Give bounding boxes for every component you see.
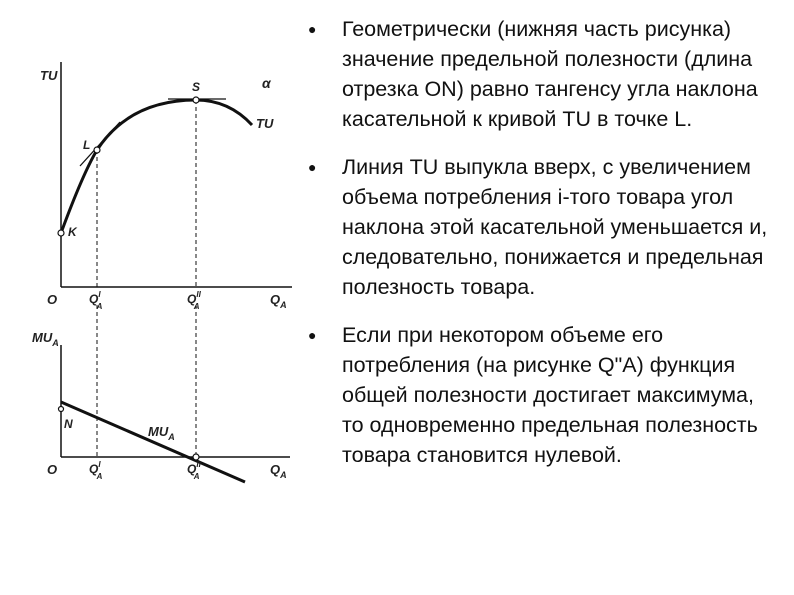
bottom-tick-q2-sub: A (193, 472, 200, 481)
bullet-list (308, 14, 778, 488)
top-x-axis-q: Q (270, 292, 281, 307)
point-n-marker (59, 407, 64, 412)
bullet-item (308, 14, 778, 134)
top-y-axis-label: TU (40, 68, 58, 83)
tu-curve (61, 100, 252, 233)
top-tick-q1-letter: Q (89, 292, 99, 306)
bottom-tick-q2-sup: II (196, 460, 201, 469)
bottom-x-axis-q: Q (270, 462, 281, 477)
top-graph (40, 62, 292, 311)
point-s-marker (193, 97, 199, 103)
point-k-label: K (68, 225, 77, 239)
alpha-label: α (262, 75, 271, 91)
bullet-dot-icon: ● (308, 21, 317, 37)
bottom-tick-q1-sup: I (98, 460, 101, 469)
point-s-label: S (192, 80, 201, 94)
top-origin-label: O (47, 292, 58, 307)
bullet-text: Линия TU выпукла вверх, с увеличением объема потребления i-того товара угол наклона этой касательной уменьшается и, следовательно, понижается и предельная полезность товара. (342, 155, 768, 299)
bottom-y-axis-mu: MU (32, 330, 53, 345)
bottom-tick-q1-letter: Q (89, 462, 99, 476)
top-x-axis-sub: A (280, 300, 287, 310)
bottom-y-axis-label (32, 330, 59, 348)
top-tick-q1-sub: A (96, 302, 103, 311)
bottom-graph (32, 305, 290, 482)
mu-line-sub: A (168, 432, 175, 442)
bottom-origin-label: O (47, 462, 58, 477)
top-tick-q2-sub: A (193, 302, 200, 311)
point-l-marker (94, 147, 100, 153)
utility-diagram (0, 0, 300, 595)
point-k-marker (58, 230, 64, 236)
point-n-label: N (64, 417, 73, 431)
bottom-x-axis-label (270, 462, 287, 480)
bottom-x-axis-sub: A (280, 470, 287, 480)
bottom-tick-q1-sub: A (96, 472, 103, 481)
bottom-tick-q2 (187, 460, 202, 481)
bottom-tick-q2-letter: Q (187, 462, 197, 476)
bottom-y-axis-sub: A (52, 338, 59, 348)
top-tick-q2 (187, 290, 202, 311)
bullet-text: Геометрически (нижняя часть рисунка) значение предельной полезности (длина отрезка ON) равно тангенсу угла наклона касательной к кривой TU в точке L. (342, 17, 758, 131)
mu-line-label (148, 424, 175, 442)
top-tick-q2-sup: II (196, 290, 201, 299)
bullet-item (308, 152, 778, 302)
bottom-tick-q1 (89, 460, 103, 481)
tu-curve-label: TU (256, 116, 274, 131)
mu-line-mu: MU (148, 424, 169, 439)
bullet-text: Если при некотором объеме его потребления (на рисунке Q"A) функция общей полезности достигает максимума, то одновременно предельная полезность товара становится нулевой. (342, 323, 758, 467)
top-x-axis-label (270, 292, 287, 310)
bullet-dot-icon: ● (308, 327, 317, 343)
bullet-dot-icon: ● (308, 159, 317, 175)
top-tick-q2-letter: Q (187, 292, 197, 306)
top-tick-q1-sup: I (98, 290, 101, 299)
top-tick-q1 (89, 290, 103, 311)
point-l-label: L (83, 138, 91, 152)
bullet-item (308, 320, 778, 470)
